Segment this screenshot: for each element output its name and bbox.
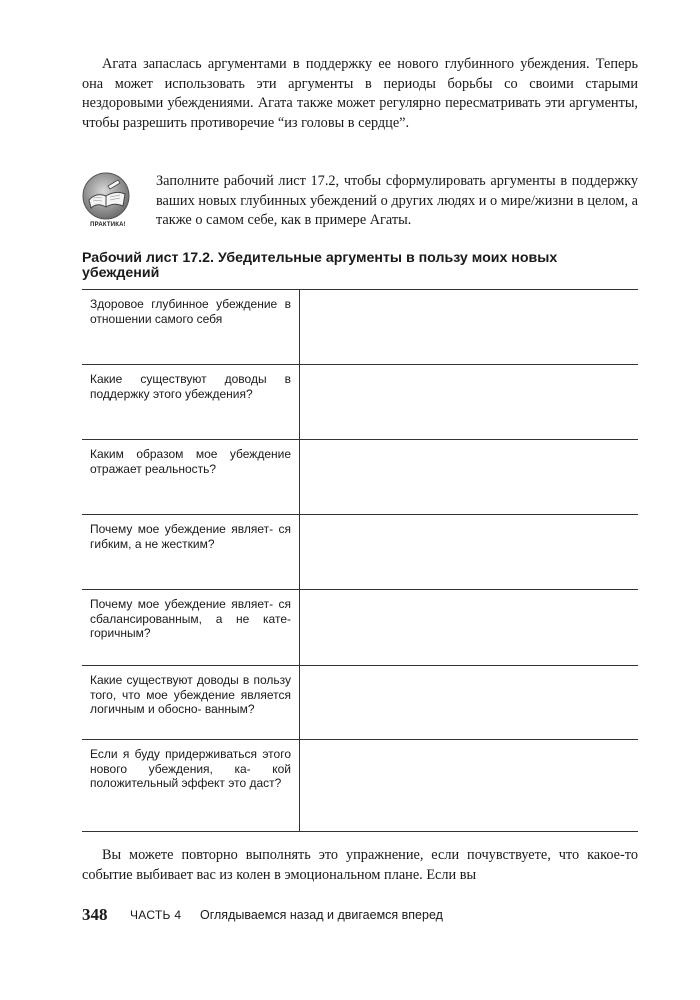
answer-cell[interactable] bbox=[300, 666, 638, 739]
answer-cell[interactable] bbox=[300, 365, 638, 439]
table-row bbox=[82, 740, 638, 832]
practice-book-icon bbox=[78, 170, 138, 222]
table-row bbox=[82, 590, 638, 666]
part-label: ЧАСТЬ 4 bbox=[130, 908, 182, 922]
answer-cell[interactable] bbox=[300, 740, 638, 831]
question-cell: Здоровое глубинное убеждение в отношении самого себя bbox=[82, 290, 300, 364]
question-cell: Почему мое убеждение являет- ся гибким, а не жестким? bbox=[82, 515, 300, 589]
question-cell: Какие существуют доводы в поддержку этого убеждения? bbox=[82, 365, 300, 439]
question-cell: Какие существуют доводы в пользу того, что мое убеждение является логичным и обосно- ванным? bbox=[82, 666, 300, 739]
part-title: Оглядываемся назад и двигаемся вперед bbox=[200, 908, 443, 922]
answer-cell[interactable] bbox=[300, 515, 638, 589]
question-cell: Каким образом мое убеждение отражает реальность? bbox=[82, 440, 300, 514]
answer-cell[interactable] bbox=[300, 590, 638, 665]
answer-cell[interactable] bbox=[300, 290, 638, 364]
practice-label: ПРАКТИКА! bbox=[90, 222, 126, 228]
worksheet-table bbox=[82, 289, 638, 832]
continuation-paragraph: Вы можете повторно выполнять это упражнение, если почувствуете, что какое-то событие выбивает вас из колен в эмоциональном плане. Если вы bbox=[82, 847, 638, 883]
practice-badge bbox=[78, 170, 138, 230]
page-footer bbox=[82, 905, 642, 927]
practice-instruction: Заполните рабочий лист 17.2, чтобы сформулировать аргументы в поддержку ваших новых глубинных убеждений о других людях и о мире/жизни в целом, а также о самом себе, как в примере Агаты. bbox=[156, 173, 638, 228]
table-row bbox=[82, 365, 638, 440]
table-row bbox=[82, 290, 638, 365]
table-row bbox=[82, 515, 638, 590]
table-row bbox=[82, 666, 638, 740]
page-number: 348 bbox=[82, 905, 108, 924]
worksheet-title: Рабочий лист 17.2. Убедительные аргументы в пользу моих новых убеждений bbox=[82, 250, 558, 281]
question-cell: Почему мое убеждение являет- ся сбалансированным, а не кате- горичным? bbox=[82, 590, 300, 665]
question-cell: Если я буду придерживаться этого нового убеждения, ка- кой положительный эффект это даст? bbox=[82, 740, 300, 831]
table-row bbox=[82, 440, 638, 515]
answer-cell[interactable] bbox=[300, 440, 638, 514]
intro-paragraph: Агата запаслась аргументами в поддержку ее нового глубинного убеждения. Теперь она может использовать эти аргументы в периоды борьбы со своими старыми нездоровыми убеждениями. Агата также может регулярно пересматривать эти аргументы, чтобы разрешить противоречие “из головы в сердце”. bbox=[82, 56, 638, 131]
